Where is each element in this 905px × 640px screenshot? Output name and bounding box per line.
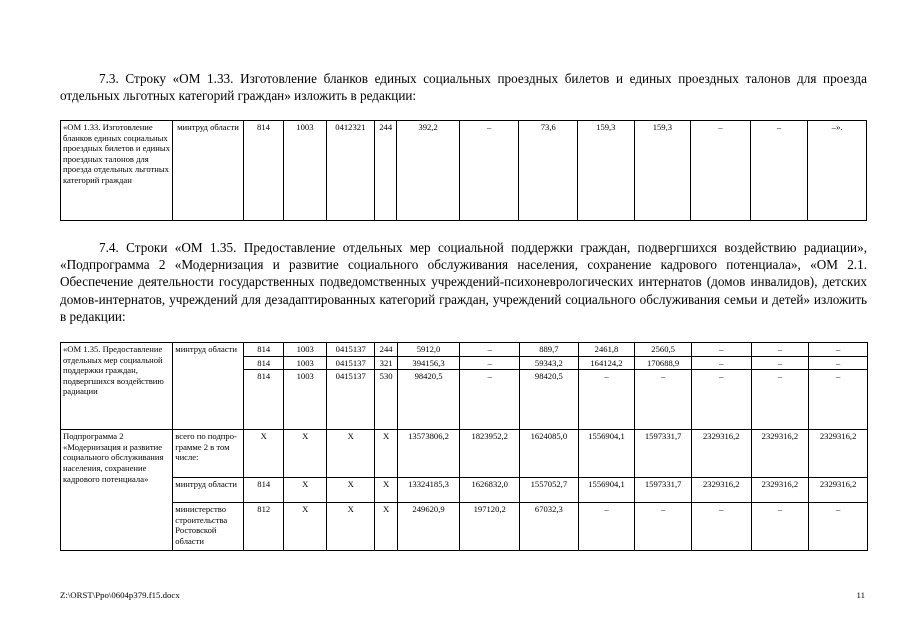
- table-row: [61, 343, 868, 357]
- table-cell: –: [691, 370, 751, 430]
- table-cell: 164124,2: [578, 356, 635, 370]
- table-cell: X: [375, 503, 397, 551]
- table-cell: 814: [244, 370, 284, 430]
- table-cell: 2329316,2: [809, 430, 868, 478]
- table-cell: –».: [808, 121, 867, 221]
- table-cell: –: [578, 503, 635, 551]
- table-cell: 159,3: [578, 121, 635, 221]
- table-cell: 0415137: [326, 370, 375, 430]
- table-cell: –: [809, 370, 868, 430]
- table-cell: 814: [244, 356, 284, 370]
- table-cell: 13324185,3: [397, 478, 460, 503]
- table-cell: 2329316,2: [751, 478, 809, 503]
- table-cell: министерство строительства Ростовской области: [173, 503, 244, 551]
- table-cell: 814: [243, 121, 283, 221]
- table-cell: всего по подпро-грамме 2 в том числе:: [173, 430, 244, 478]
- table-cell: 170688,9: [635, 356, 692, 370]
- table-cell: –: [460, 370, 520, 430]
- table-cell: 2329316,2: [751, 430, 809, 478]
- table-om-1-33: [60, 120, 867, 221]
- table-cell: X: [375, 430, 397, 478]
- table-cell: 1556904,1: [578, 430, 635, 478]
- table-cell: –: [750, 121, 808, 221]
- table-cell: 0412321: [326, 121, 374, 221]
- table-cell: –: [809, 343, 868, 357]
- table-cell: –: [578, 370, 635, 430]
- table-cell: 2329316,2: [809, 478, 868, 503]
- table-cell: 73,6: [519, 121, 578, 221]
- table-cell: Подпрограмма 2 «Модернизация и развитие социального обслуживания населения, сохранение кадрового потенциала»: [61, 430, 173, 551]
- table-cell: –: [691, 356, 751, 370]
- table-cell: –: [460, 356, 520, 370]
- table-cell: 1003: [284, 343, 326, 357]
- footer-file-path: Z:\ORST\Ppo\0604p379.f15.docx: [60, 590, 180, 600]
- table-cell: 0415137: [326, 343, 375, 357]
- table-cell: –: [809, 356, 868, 370]
- table-cell: 244: [375, 121, 397, 221]
- table-cell: минтруд области: [173, 343, 244, 430]
- table-cell: 1823952,2: [460, 430, 520, 478]
- table-cell: 1626832,0: [460, 478, 520, 503]
- table-cell: –: [635, 503, 692, 551]
- table-cell: 1557052,7: [520, 478, 579, 503]
- table-cell: 13573806,2: [397, 430, 460, 478]
- table-cell: «ОМ 1.33. Изготовление бланков единых социальных проездных билетов и единых проездных талонов для проезда отдельных льготных категорий граждан: [61, 121, 173, 221]
- table-cell: 1003: [284, 121, 326, 221]
- table-cell: X: [375, 478, 397, 503]
- table-cell: 249620,9: [397, 503, 460, 551]
- table-cell: 321: [375, 356, 397, 370]
- table-cell: 197120,2: [460, 503, 520, 551]
- table-cell: –: [691, 343, 751, 357]
- table-cell: 98420,5: [520, 370, 579, 430]
- table-om-1-35: [60, 342, 868, 551]
- table-cell: –: [751, 503, 809, 551]
- table-cell: 1597331,7: [635, 430, 692, 478]
- table-cell: минтруд области: [173, 121, 244, 221]
- table-cell: X: [284, 430, 326, 478]
- table-cell: 159,3: [634, 121, 691, 221]
- table-cell: минтруд области: [173, 478, 244, 503]
- paragraph-7-3: 7.3. Строку «ОМ 1.33. Изготовление бланков единых социальных проездных билетов и единых проездных талонов для проезда отдельных льготных категорий граждан» изложить в редакции:: [60, 71, 867, 104]
- table-row: [61, 121, 867, 221]
- table-cell: –: [635, 370, 692, 430]
- table-cell: X: [284, 503, 326, 551]
- table-cell: 1556904,1: [578, 478, 635, 503]
- table-cell: X: [326, 430, 375, 478]
- table-cell: 98420,5: [397, 370, 460, 430]
- table-cell: –: [691, 121, 751, 221]
- table-cell: –: [691, 503, 751, 551]
- table-row: [61, 503, 868, 551]
- table-cell: 5912,0: [397, 343, 460, 357]
- page-number: 11: [856, 590, 865, 600]
- table-cell: X: [326, 478, 375, 503]
- table-cell: 2461,8: [578, 343, 635, 357]
- table-cell: X: [244, 430, 284, 478]
- table-cell: –: [809, 503, 868, 551]
- table-cell: 1003: [284, 356, 326, 370]
- table-cell: 889,7: [520, 343, 579, 357]
- table-cell: 812: [244, 503, 284, 551]
- table-cell: 530: [375, 370, 397, 430]
- table-cell: 2560,5: [635, 343, 692, 357]
- table-cell: 814: [244, 343, 284, 357]
- paragraph-7-4: 7.4. Строки «ОМ 1.35. Предоставление отдельных мер социальной поддержки граждан, подвергшихся воздействию радиации», «Подпрограмма 2 «Модернизация и развитие социального обслуживания населения, сохранение кадрового потенциала», «ОМ 2.1. Обеспечение деятельности государственных подведомственных учреждений-психоневрологических интернатов (домов инвалидов), детских домов-интернатов, учреждений для дезадаптированных категорий граждан, учреждений социального обслуживания семьи и детей» изложить в редакции:: [60, 240, 867, 324]
- table-cell: X: [326, 503, 375, 551]
- table-cell: 1003: [284, 370, 326, 430]
- table-cell: 1597331,7: [635, 478, 692, 503]
- table-cell: «ОМ 1.35. Предоставление отдельных мер социальной поддержки граждан, подвергшихся воздействию радиации: [61, 343, 173, 430]
- table-row: [61, 478, 868, 503]
- table-cell: –: [751, 343, 809, 357]
- table-cell: 244: [375, 343, 397, 357]
- table-cell: –: [460, 343, 520, 357]
- table-cell: 1624085,0: [520, 430, 579, 478]
- table-cell: 394156,3: [397, 356, 460, 370]
- table-cell: 2329316,2: [691, 478, 751, 503]
- table-cell: 67032,3: [520, 503, 579, 551]
- table-cell: 59343,2: [520, 356, 579, 370]
- table-cell: X: [284, 478, 326, 503]
- table-cell: –: [751, 370, 809, 430]
- table-cell: –: [459, 121, 519, 221]
- table-cell: –: [751, 356, 809, 370]
- table-cell: 392,2: [397, 121, 460, 221]
- table-row: [61, 430, 868, 478]
- table-cell: 2329316,2: [691, 430, 751, 478]
- table-cell: 0415137: [326, 356, 375, 370]
- table-cell: 814: [244, 478, 284, 503]
